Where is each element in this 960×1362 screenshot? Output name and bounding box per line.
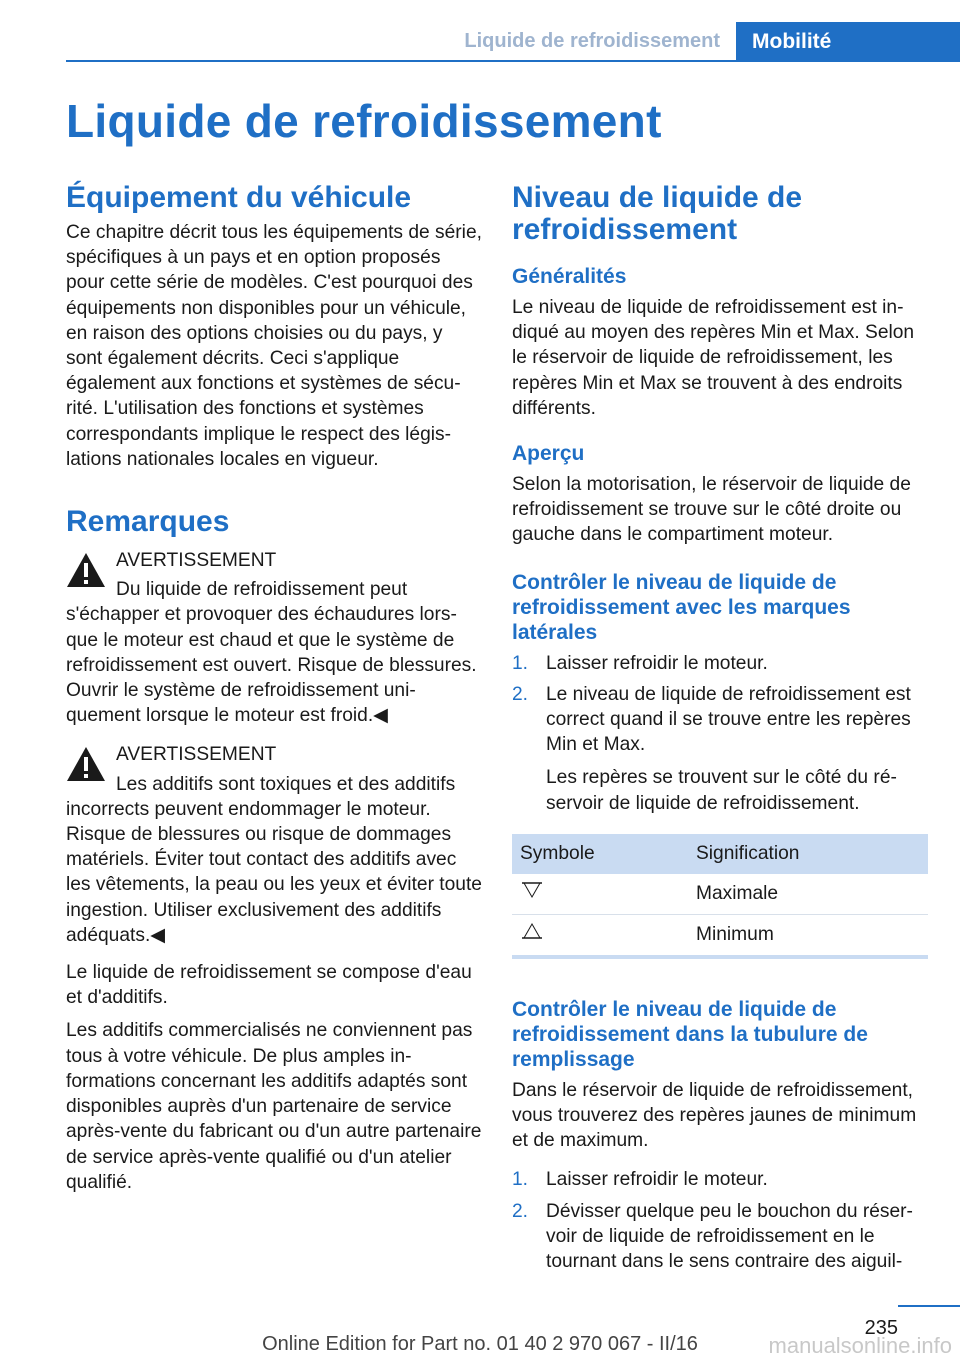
- list-item: [512, 651, 928, 676]
- check-steps-list: [512, 651, 928, 758]
- table-header-row: [512, 834, 928, 874]
- warning-title: AVERTISSEMENT: [116, 744, 277, 766]
- meaning-cell: Minimum: [688, 914, 928, 957]
- warning-triangle-icon: [66, 746, 106, 782]
- footer-rule: [898, 1305, 960, 1307]
- step-text: Laisser refroidir le moteur.: [546, 652, 768, 674]
- overview-text: Selon la motorisation, le réservoir de liquide de refroidissement se trouve sur le côté droite ou gauche dans le compartiment moteur.: [512, 474, 911, 546]
- page-number: 235: [864, 1317, 898, 1339]
- symbol-cell: [512, 874, 688, 915]
- step-number: 2.: [512, 1200, 529, 1222]
- header-rule: [66, 60, 960, 62]
- step-number: 1.: [512, 1169, 529, 1191]
- symbols-table: [512, 834, 928, 959]
- check-level-lateral-heading: Contrôler le niveau de liquide de refroidissement avec les marques latérales: [512, 570, 851, 644]
- filler-steps-list: [512, 1167, 928, 1274]
- list-item: [512, 1199, 928, 1275]
- coolant-composition-text: Le liquide de refroidissement se compose d'eau et d'additifs.: [66, 962, 472, 1009]
- header-chapter-tab: Mobilité: [736, 22, 960, 62]
- warning-text: Du liquide de refroidissement peut s'échapper et provoquer des échaudures lorsque le moteur est chaud et que le système de refroidissement est ouvert. Risque de blessures. Ouvrir le système de refroidissement uniquement lorsque le moteur est froid.◀: [66, 579, 477, 727]
- equipment-heading: Équipement du véhicule: [66, 181, 412, 214]
- warning-text: Les additifs sont toxiques et des additifs incorrects peuvent endommager le moteur. Risque de blessures ou risque de dommages matériels. Éviter tout contact des additifs avec les vêtements, la peau ou les yeux et éviter toute ingestion. Utiliser exclusivement des additifs adéquats.◀: [66, 773, 482, 946]
- watermark: manualsonline.info: [768, 1333, 952, 1358]
- warning-block: [66, 742, 482, 948]
- check-level-filler-heading: Contrôler le niveau de liquide de refroidissement dans la tubulure de remplissage: [512, 997, 868, 1071]
- warning-title: AVERTISSEMENT: [116, 550, 277, 572]
- equipment-text: Ce chapitre décrit tous les équipements de série, spécifiques à un pays et en option proposés pour cette série de modèles. C'est pourquoi des équipements non disponibles pour un véhicule, en raison des options choisies ou du pays, y sont également décrits. Ceci s'applique également aux fonctions et systèmes de sécurité. L'utilisation des fonctions et systèmes correspondants implique le respect des législations nationales locales en vigueur.: [66, 222, 482, 470]
- right-column: [512, 182, 928, 1282]
- coolant-level-heading: Niveau de liquide de refroidissement: [512, 181, 803, 246]
- list-item: [512, 1167, 928, 1192]
- warning-block: [66, 548, 482, 728]
- step-number: 1.: [512, 652, 529, 674]
- edition-footer: Online Edition for Part no. 01 40 2 970 067 - II/16: [262, 1333, 698, 1355]
- general-text: Le niveau de liquide de refroidissement est indiqué au moyen des repères Min et Max. Selon le réservoir de liquide de refroidissement, les repères Min et Max se trouvent à des endroits différents.: [512, 297, 915, 419]
- remarks-heading: Remarques: [66, 505, 230, 539]
- page-header: [66, 22, 960, 62]
- symbol-cell: [512, 914, 688, 957]
- max-mark-icon: [520, 880, 544, 900]
- filler-marks-text: Dans le réservoir de liquide de refroidissement, vous trouverez des repères jaunes de minimum et de maximum.: [512, 1079, 917, 1152]
- warning-triangle-icon: [66, 552, 106, 588]
- table-row: [512, 914, 928, 957]
- header-section-title: Liquide de refroidissement: [464, 30, 720, 52]
- table-row: [512, 874, 928, 915]
- list-item: [512, 682, 928, 758]
- additives-text: Les additifs commercialisés ne conviennent pas tous à votre véhicule. De plus amples informations concernant les additifs adaptés sont disponibles auprès d'un partenaire de service après-vente du fabricant ou d'un autre partenaire de service après-vente qualifié ou d'un atelier qualifié.: [66, 1020, 482, 1193]
- step-number: 2.: [512, 683, 529, 705]
- meaning-cell: Maximale: [688, 874, 928, 915]
- step-text: Laisser refroidir le moteur.: [546, 1169, 768, 1191]
- overview-heading: Aperçu: [512, 442, 585, 466]
- left-column: [66, 182, 482, 1203]
- step-text: Le niveau de liquide de refroidissement est correct quand il se trouve entre les repères Min et Max.: [546, 683, 911, 756]
- step-text: Dévisser quelque peu le bouchon du réservoir de liquide de refroidissement en le tournant dans le sens contraire des aiguil-: [546, 1200, 913, 1273]
- page-title: Liquide de refroidissement: [66, 95, 662, 147]
- marks-location-text: Les repères se trouvent sur le côté du réservoir de liquide de refroidissement.: [546, 767, 897, 814]
- min-mark-icon: [520, 921, 544, 941]
- column-header: Signification: [688, 834, 928, 874]
- column-header: Symbole: [512, 834, 688, 874]
- general-heading: Généralités: [512, 265, 627, 288]
